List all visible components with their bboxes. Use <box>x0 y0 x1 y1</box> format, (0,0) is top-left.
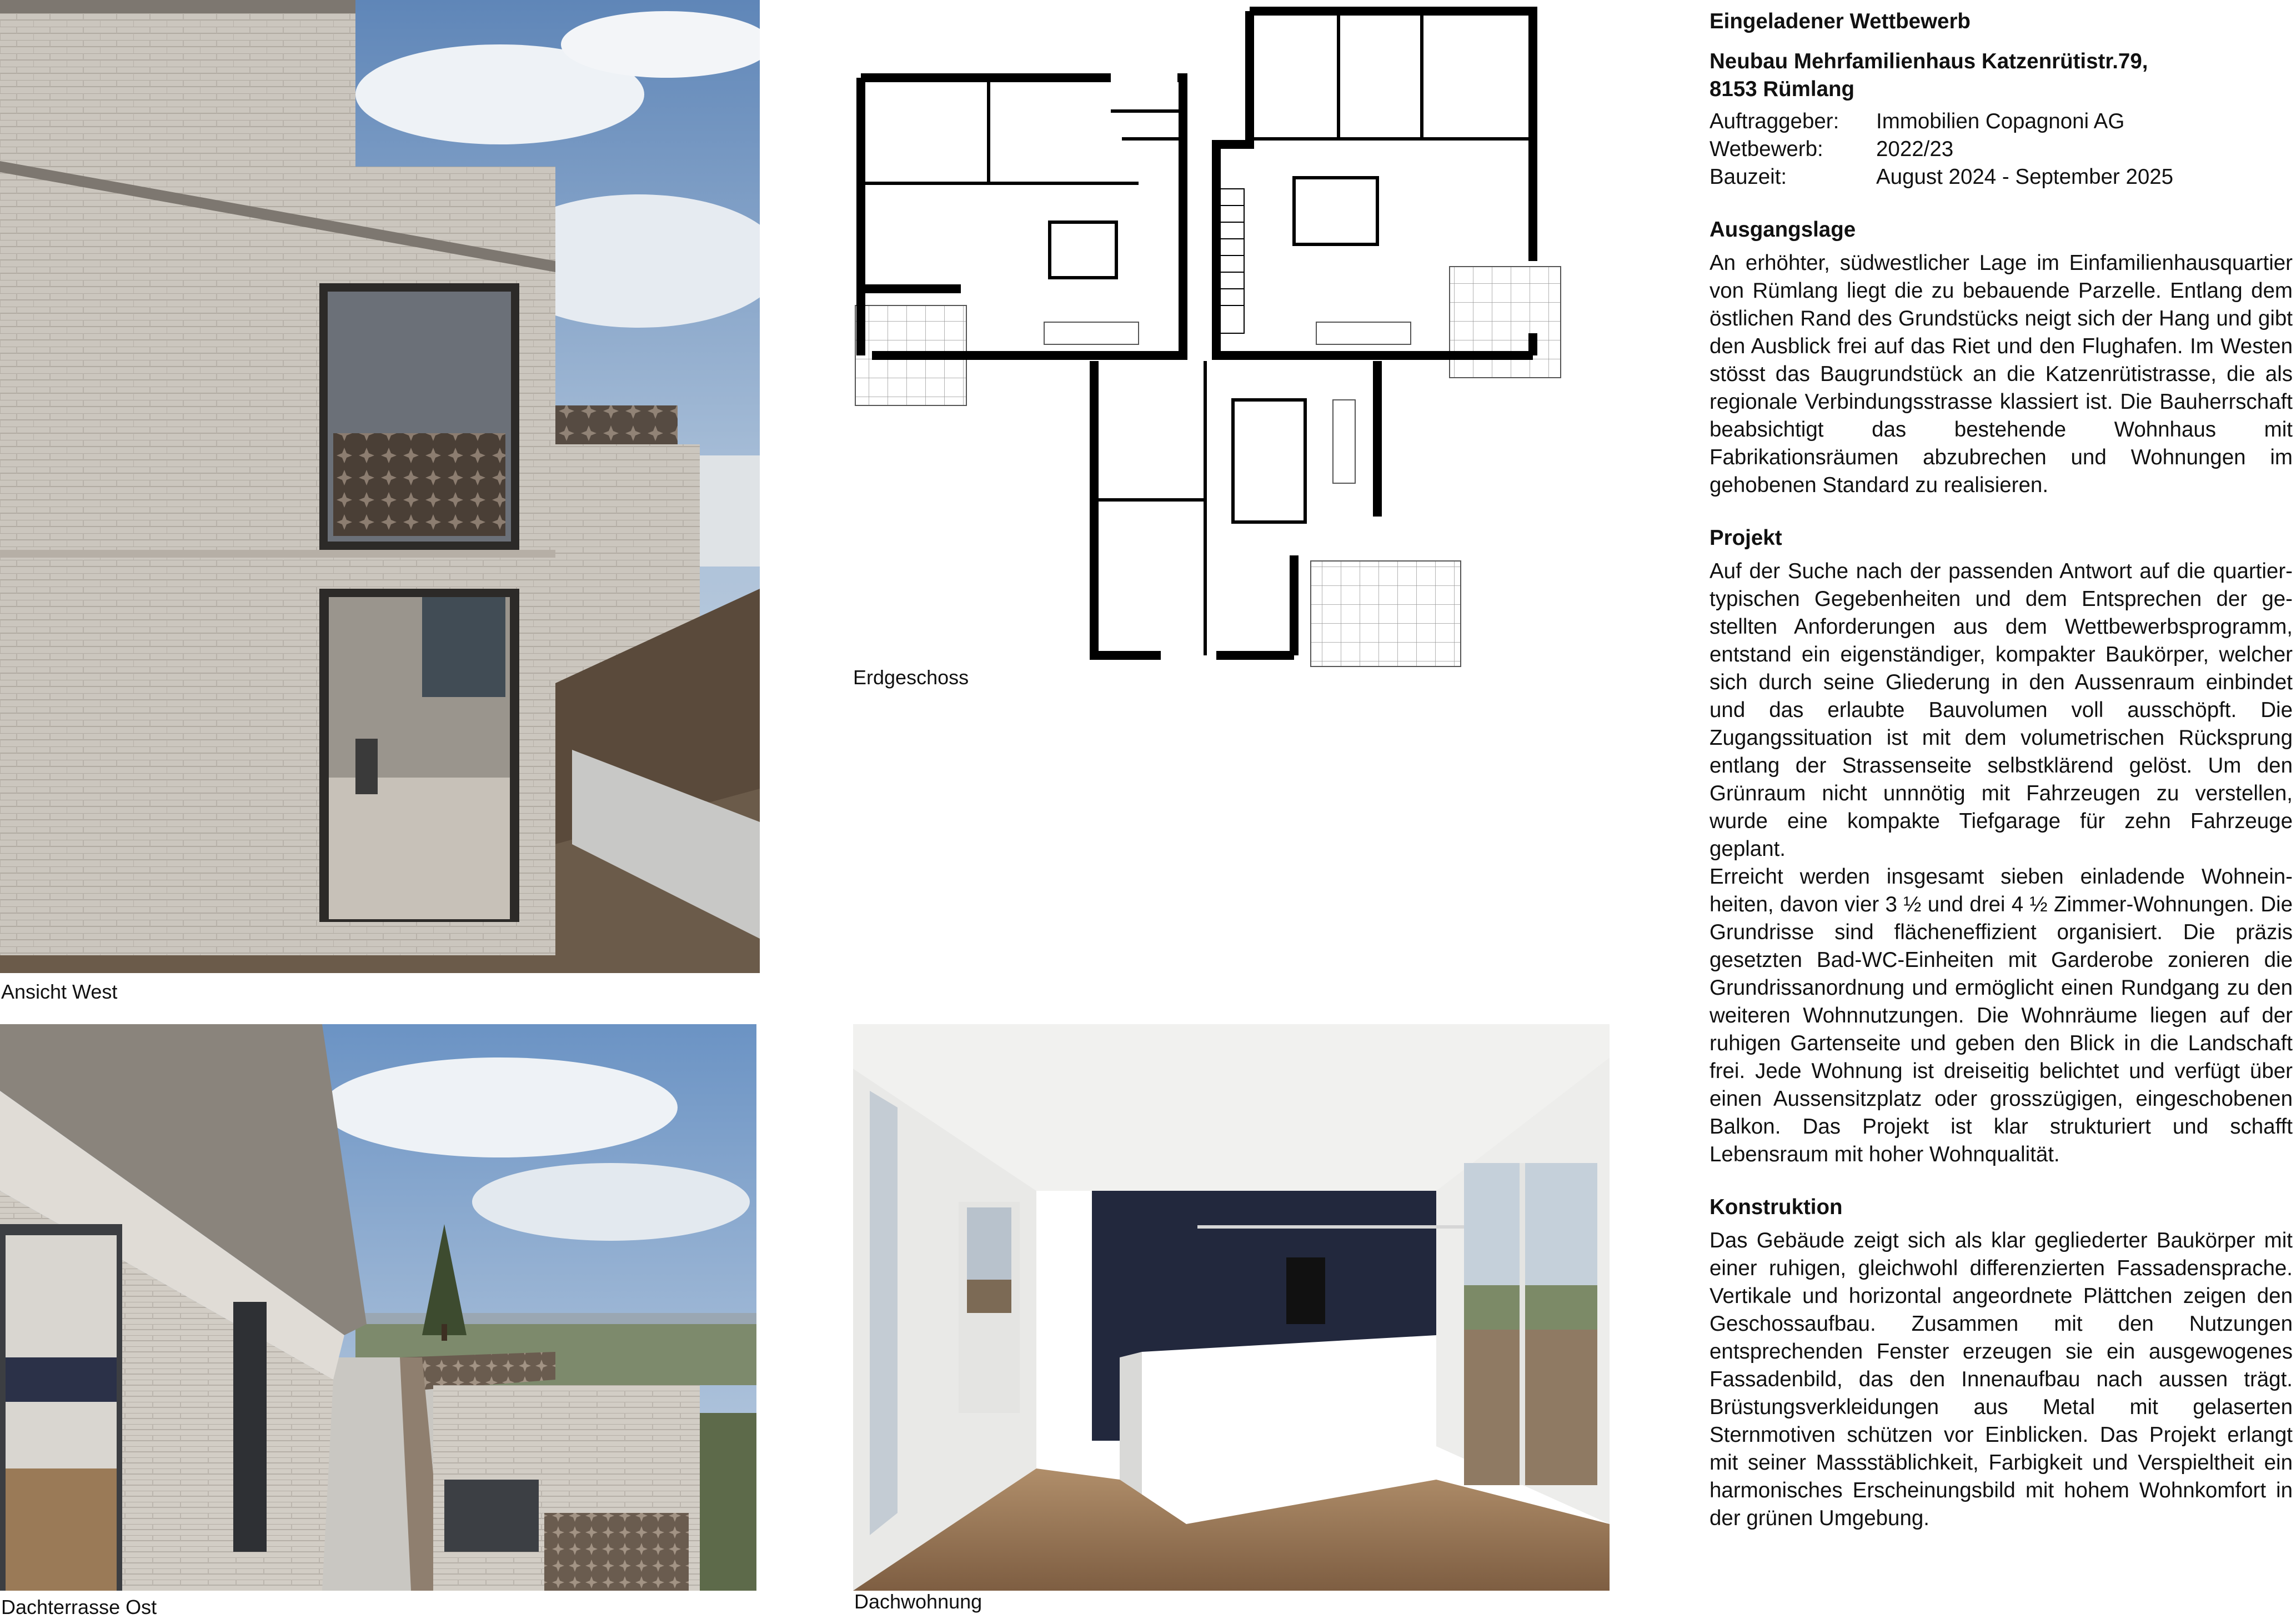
meta-label: Bauzeit: <box>1710 165 1787 189</box>
meta-value: August 2024 - September 2025 <box>1876 165 2174 189</box>
photo-west <box>0 0 760 973</box>
competition-title: Eingeladener Wettbewerb <box>1710 9 1971 33</box>
meta-label: Wetbewerb: <box>1710 137 1823 161</box>
photo-west-image <box>0 0 760 973</box>
section-title-projekt: Projekt <box>1710 526 1782 550</box>
caption-floorplan: Erdgeschoss <box>853 666 969 689</box>
caption-photo-interior: Dachwohnung <box>854 1590 982 1613</box>
floorplan-drawing <box>850 0 1605 672</box>
section-paragraph: Das Gebäude zeigt sich als klar gegliederter Baukörper mit einer ruhigen, gleichwohl differenzierten Fassadensprache. Vertikale und horizontal angeordnete Plättchen zeigen den Geschossaufbau. Zusammen mit den Nutzungen entsprechenden Fenster erzeugen sie ein ausgewogenes Fassadenbild, das den Innenaufbau nach aussen trägt. Brüstungsverkleidungen aus Metal mit gelaserten Sternmotiven schützen vor Einblicken. Das Projekt erlangt mit seiner Massstäblichkeit, Farbigkeit und Verspieltheit ein harmonisches Erscheinungsbild mit hohem Wohnkomfort in der grünen Umgebung. <box>1710 1229 2293 1530</box>
photo-interior-image <box>853 1024 1610 1591</box>
meta-value: Immobilien Copagnoni AG <box>1876 109 2125 133</box>
floorplan-erdgeschoss <box>850 0 1605 672</box>
project-title-line2: 8153 Rümlang <box>1710 77 1855 101</box>
section-title-ausgangslage: Ausgangslage <box>1710 218 1856 242</box>
project-description <box>1710 8 2293 1532</box>
section-paragraph: Auf der Suche nach der passenden Antwort auf die quartiertypischen Gegebenheiten und dem Entsprechen der gestellten Anforderungen aus dem Wettbewerbsprogramm, entstand ein eigenständiger, kompakter Baukörper, welcher sich durch seine Gliederung in den Aussenraum einbindet und das erlaubte Bauvolumen voll ausschöpft. Die Zugangssituation ist mit dem volumetrischen Rücksprung entlang der Strassenseite selbstklärend gelöst. Um den Grünraum nicht unnnötig mit Fahrzeugen zu verstellen, wurde eine kompakte Tiefgarage für zehn Fahrzeuge geplant. <box>1710 559 2293 861</box>
photo-terrace <box>0 1024 756 1591</box>
section-paragraph: An erhöhter, südwestlicher Lage im Einfamilienhausquartier von Rümlang liegt die zu bebauende Parzelle. Entlang dem östlichen Rand des Grundstücks neigt sich der Hang und gibt den Ausblick frei auf das Riet und den Flughafen. Im Westen stösst das Baugrundstück an die Katzenrütistrasse, die als regionale Verbindungsstrasse klassiert ist. Die Bauherrschaft beabsichtigt das bestehende Wohnhaus mit Fabrikationsräumen abzubrechen und Wohnungen im gehobenen Standard zu realisieren. <box>1710 251 2293 497</box>
photo-terrace-image <box>0 1024 756 1591</box>
meta-row <box>1710 108 2293 136</box>
section-paragraph: Erreicht werden insgesamt sieben einladende Wohneinheiten, davon vier 3 ½ und drei 4 ½ Zimmer-Wohnungen. Die Grundrisse sind flächeneffizient organisiert. Die präzis gesetzten Bad-WC-Einheiten mit Garderobe zonieren die Grundrissanordnung und ermöglicht einen Rundgang zu den weiteren Wohnnutzungen. Die Wohnräume liegen auf der ruhigen Gartenseite und geben den Blick in die Landschaft frei. Jede Wohnung ist dreiseitig belichtet und verfügt über einen Aussensitzplatz oder grosszügigen, eingeschobenen Balkon. Das Projekt ist klar strukturiert und schafft Lebensraum mit hoher Wohnqualität. <box>1710 865 2293 1166</box>
meta-table <box>1710 108 2293 191</box>
meta-value: 2022/23 <box>1876 137 1954 161</box>
project-title-line1: Neubau Mehrfamilienhaus Katzenrütistr.79, <box>1710 49 2148 73</box>
caption-photo-west: Ansicht West <box>1 980 118 1003</box>
caption-photo-terrace: Dachterrasse Ost <box>1 1596 157 1618</box>
section-title-konstruktion: Konstruktion <box>1710 1195 1843 1219</box>
photo-interior <box>853 1024 1610 1591</box>
meta-row <box>1710 136 2293 163</box>
meta-label: Auftraggeber: <box>1710 109 1839 133</box>
meta-row <box>1710 163 2293 191</box>
